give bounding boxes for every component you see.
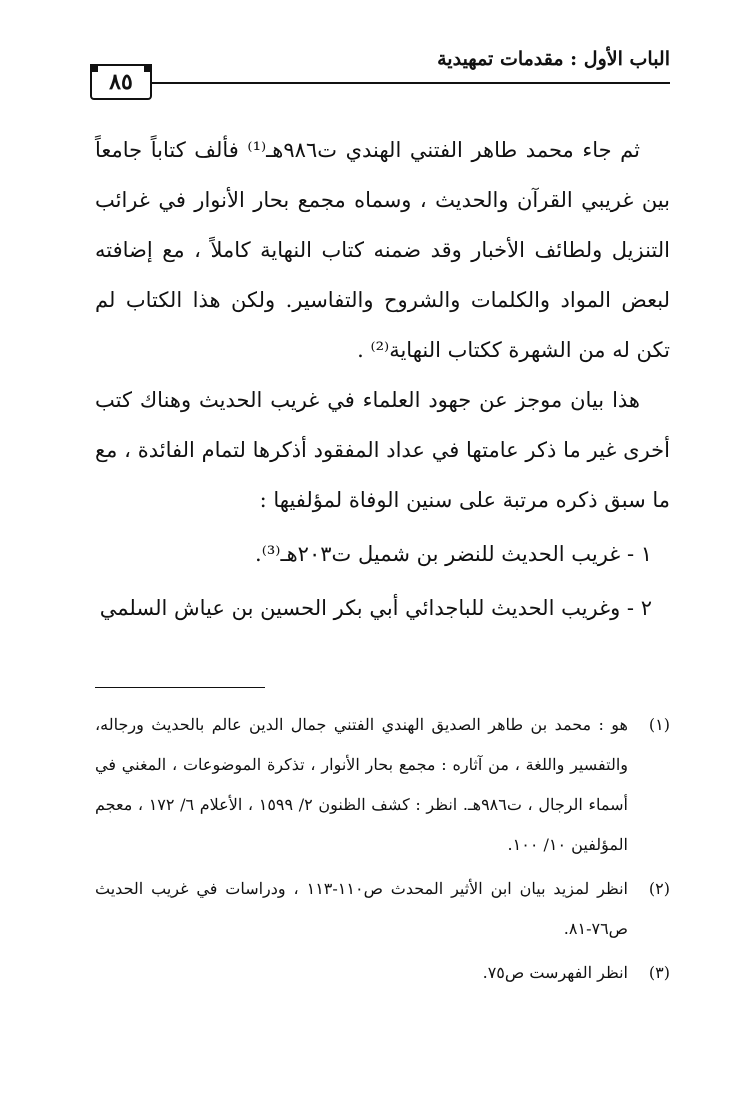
paragraph-1: ثم جاء محمد طاهر الفتني الهندي ت٩٨٦هـ⁽¹⁾ فألف كتاباً جامعاً بين غريبي القرآن والحديث ، وسماه مجمع بحار الأنوار في غرائب التنزيل ولطائف الأخبار وقد ضمنه كتاب النهاية كاملاً ، مع إضافته لبعض المواد والكلمات والشروح والتفاسير. ولكن هذا الكتاب لم تكن له من الشهرة ككتاب النهاية⁽²⁾ .	[95, 138, 670, 362]
footnote-separator	[95, 687, 265, 688]
footnote-number: (١)	[648, 715, 670, 734]
list-item-2: ٢ - وغريب الحديث للباجدائي أبي بكر الحسين بن عياش السلمي	[99, 596, 652, 620]
running-header	[90, 40, 670, 100]
header-rule	[152, 82, 670, 84]
paragraph-2: هذا بيان موجز عن جهود العلماء في غريب الحديث وهناك كتب أخرى غير ما ذكر عامتها في عداد المفقود أذكرها لتمام الفائدة ، مع ما سبق ذكره مرتبة على سنين الوفاة لمؤلفيها :	[95, 388, 670, 512]
footnote-text: انظر لمزيد بيان ابن الأثير المحدث ص١١٠-١١٣ ، ودراسات في غريب الحديث ص٧٦-٨١.	[95, 879, 628, 938]
list-item-1: ١ - غريب الحديث للنضر بن شميل ت٢٠٣هـ⁽³⁾.	[255, 542, 652, 566]
chapter-title: الباب الأول : مقدمات تمهيدية	[437, 48, 670, 70]
footnotes	[95, 705, 670, 997]
footnote-2	[95, 869, 670, 949]
footnote-number: (٢)	[648, 879, 670, 898]
page-number: ٨٥	[109, 69, 133, 95]
footnote-number: (٣)	[648, 963, 670, 982]
page-number-frame	[90, 64, 152, 100]
footnote-1	[95, 705, 670, 865]
footnote-3	[95, 953, 670, 993]
footnote-text: انظر الفهرست ص٧٥.	[482, 963, 628, 982]
main-text	[95, 125, 670, 633]
footnote-text: هو : محمد بن طاهر الصديق الهندي الفتني جمال الدين عالم بالحديث ورجاله، والتفسير واللغة ، من آثاره : مجمع بحار الأنوار ، تذكرة الموضوعات ، المغني في أسماء الرجال ، ت٩٨٦هـ. انظر : كشف الظنون ٢/ ١٥٩٩ ، الأعلام ٦/ ١٧٢ ، معجم المؤلفين ١٠/ ١٠٠.	[95, 715, 628, 854]
